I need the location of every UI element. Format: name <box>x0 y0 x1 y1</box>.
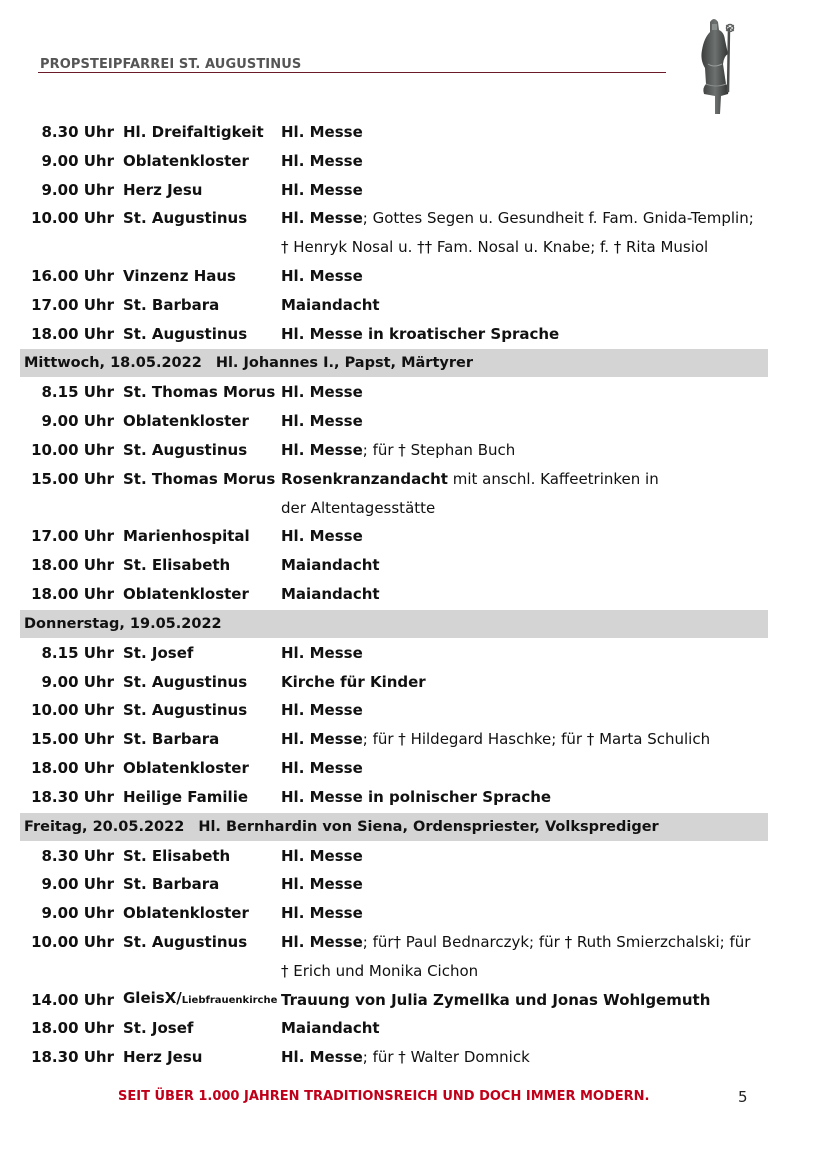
schedule-entry <box>20 407 768 436</box>
mass-schedule <box>20 118 768 1072</box>
entry-event: Hl. Messe <box>281 151 363 170</box>
entry-note: ; für† Paul Bednarczyk; für † Ruth Smierzchalski; für <box>362 932 751 951</box>
entry-description <box>281 842 768 871</box>
entry-place-name: Oblatenkloster <box>123 412 249 431</box>
entry-place-name: St. Augustinus <box>123 701 248 720</box>
entry-note-continuation: der Altentagesstätte <box>281 498 436 517</box>
entry-time: 10.00 Uhr <box>31 932 114 951</box>
schedule-entry <box>20 639 768 668</box>
entry-place <box>123 320 281 349</box>
entry-time: 9.00 Uhr <box>41 672 114 691</box>
entry-place <box>123 696 281 725</box>
entry-event: Hl. Messe <box>281 383 363 402</box>
entry-description <box>281 899 768 928</box>
entry-place-name: St. Thomas Morus <box>123 383 276 402</box>
entry-event: Hl. Messe in polnischer Sprache <box>281 787 552 806</box>
entry-description <box>281 580 768 609</box>
footer-slogan: SEIT ÜBER 1.000 JAHREN TRADITIONSREICH UND DOCH IMMER MODERN. <box>118 1089 650 1104</box>
schedule-entry <box>20 204 768 233</box>
schedule-entry <box>20 291 768 320</box>
entry-event: Hl. Messe <box>281 875 363 894</box>
saint-augustine-statue-icon <box>688 14 748 118</box>
page-number: 5 <box>738 1088 748 1106</box>
entry-event: Hl. Messe <box>281 123 363 141</box>
entry-description <box>281 378 768 407</box>
schedule-entry <box>20 1043 768 1072</box>
schedule-entry-continuation <box>20 494 768 523</box>
entry-place-name: St. Barbara <box>123 875 220 894</box>
entry-place-name: St. Josef <box>123 1019 194 1038</box>
schedule-entry-continuation <box>20 233 768 262</box>
schedule-entry <box>20 176 768 205</box>
entry-time: 17.00 Uhr <box>31 527 114 546</box>
entry-event: Maiandacht <box>281 584 380 603</box>
entry-place-name: Herz Jesu <box>123 1048 203 1067</box>
entry-place <box>123 580 281 609</box>
entry-time: 8.15 Uhr <box>41 383 114 402</box>
entry-event: Hl. Messe <box>281 846 363 865</box>
entry-time: 17.00 Uhr <box>31 295 114 314</box>
day-feast: Hl. Bernhardin von Siena, Ordenspriester, Volksprediger <box>198 818 659 835</box>
entry-time: 18.00 Uhr <box>31 324 114 343</box>
entry-place-name: St. Thomas Morus <box>123 469 276 488</box>
entry-place-name: Oblatenkloster <box>123 758 249 777</box>
entry-time: 10.00 Uhr <box>31 440 114 459</box>
schedule-entry <box>20 696 768 725</box>
entry-event: Hl. Messe <box>281 1048 363 1067</box>
schedule-entry <box>20 147 768 176</box>
header-divider <box>38 72 666 73</box>
entry-description <box>281 783 768 812</box>
entry-description <box>281 436 768 465</box>
day-header <box>20 349 768 377</box>
entry-time: 15.00 Uhr <box>31 730 114 749</box>
entry-event: Maiandacht <box>281 1019 380 1038</box>
entry-event: Hl. Messe <box>281 440 363 459</box>
entry-note: ; für † Stephan Buch <box>362 440 516 459</box>
entry-note-continuation: † Erich und Monika Cichon <box>281 961 479 980</box>
entry-note: mit anschl. Kaffeetrinken in <box>447 469 659 488</box>
entry-description <box>281 754 768 783</box>
entry-place <box>123 1014 281 1043</box>
entry-time: 9.00 Uhr <box>41 151 114 170</box>
entry-place-detail: Liebfrauenkirche <box>181 995 278 1007</box>
entry-place-name: GleisX/ <box>123 989 182 1008</box>
entry-event: Hl. Messe <box>281 412 363 431</box>
entry-time: 14.00 Uhr <box>31 990 114 1009</box>
entry-event: Maiandacht <box>281 295 380 314</box>
entry-place-name: St. Augustinus <box>123 209 248 228</box>
entry-description <box>281 147 768 176</box>
entry-description <box>281 522 768 551</box>
entry-event: Trauung von Julia Zymellka und Jonas Wohlgemuth <box>281 990 711 1009</box>
entry-place <box>123 754 281 783</box>
schedule-entry <box>20 668 768 697</box>
entry-event: Hl. Messe <box>281 758 363 777</box>
entry-place <box>123 551 281 580</box>
entry-place-name: Oblatenkloster <box>123 584 249 603</box>
entry-place-name: St. Barbara <box>123 730 220 749</box>
entry-place-name: Vinzenz Haus <box>123 266 236 285</box>
entry-event: Kirche für Kinder <box>281 672 426 691</box>
entry-note: ; für † Hildegard Haschke; für † Marta Schulich <box>362 730 711 749</box>
entry-event: Rosenkranzandacht <box>281 469 448 488</box>
entry-place <box>123 984 281 1016</box>
entry-time: 9.00 Uhr <box>41 412 114 431</box>
schedule-entry <box>20 1014 768 1043</box>
entry-place <box>123 436 281 465</box>
entry-event: Hl. Messe <box>281 266 363 285</box>
entry-event: Hl. Messe <box>281 701 363 720</box>
entry-place <box>123 407 281 436</box>
schedule-entry <box>20 262 768 291</box>
entry-description <box>281 176 768 205</box>
entry-place-name: St. Barbara <box>123 295 220 314</box>
entry-note: ; für † Walter Domnick <box>362 1048 530 1067</box>
entry-description <box>281 465 768 494</box>
entry-place <box>123 147 281 176</box>
schedule-entry-continuation <box>20 957 768 986</box>
entry-description <box>281 320 768 349</box>
entry-description <box>281 639 768 668</box>
schedule-entry <box>20 725 768 754</box>
entry-description <box>281 551 768 580</box>
schedule-entry <box>20 870 768 899</box>
entry-place-name: St. Augustinus <box>123 672 248 691</box>
entry-time: 9.00 Uhr <box>41 180 114 199</box>
schedule-entry <box>20 522 768 551</box>
entry-description <box>281 870 768 899</box>
entry-event: Maiandacht <box>281 556 380 575</box>
entry-place <box>123 928 281 957</box>
schedule-entry <box>20 378 768 407</box>
entry-place <box>123 842 281 871</box>
entry-time: 18.00 Uhr <box>31 584 114 603</box>
day-date: Freitag, 20.05.2022 <box>24 818 185 835</box>
entry-place <box>123 1043 281 1072</box>
entry-place <box>123 725 281 754</box>
entry-place <box>123 204 281 233</box>
schedule-entry <box>20 754 768 783</box>
entry-description <box>281 725 768 754</box>
entry-place <box>123 668 281 697</box>
entry-time: 8.30 Uhr <box>41 123 114 141</box>
entry-note-continuation: † Henryk Nosal u. †† Fam. Nosal u. Knabe; f. † Rita Musiol <box>281 238 709 257</box>
entry-place-name: St. Augustinus <box>123 440 248 459</box>
entry-event: Hl. Messe <box>281 730 363 749</box>
day-header <box>20 813 768 841</box>
day-date: Mittwoch, 18.05.2022 <box>24 355 202 372</box>
entry-event: Hl. Messe in kroatischer Sprache <box>281 324 560 343</box>
entry-description <box>281 262 768 291</box>
schedule-entry <box>20 842 768 871</box>
entry-place <box>123 522 281 551</box>
schedule-entry <box>20 436 768 465</box>
entry-description <box>281 407 768 436</box>
entry-description <box>281 118 768 147</box>
entry-description <box>281 986 768 1015</box>
entry-time: 10.00 Uhr <box>31 209 114 228</box>
entry-place-name: Oblatenkloster <box>123 151 249 170</box>
entry-place-name: St. Augustinus <box>123 324 248 343</box>
entry-time: 16.00 Uhr <box>31 266 114 285</box>
entry-place <box>123 870 281 899</box>
schedule-entry <box>20 986 768 1015</box>
entry-place-name: Oblatenkloster <box>123 904 249 923</box>
entry-time: 18.00 Uhr <box>31 758 114 777</box>
entry-event: Hl. Messe <box>281 209 363 228</box>
entry-place-name: Hl. Dreifaltigkeit <box>123 123 264 141</box>
entry-place-name: Heilige Familie <box>123 787 249 806</box>
schedule-entry <box>20 899 768 928</box>
entry-place <box>123 465 281 494</box>
entry-event: Hl. Messe <box>281 932 363 951</box>
entry-place <box>123 262 281 291</box>
entry-description <box>281 1043 768 1072</box>
entry-event: Hl. Messe <box>281 904 363 923</box>
entry-description <box>281 204 768 233</box>
entry-description <box>281 668 768 697</box>
entry-place <box>123 176 281 205</box>
entry-place-name: St. Elisabeth <box>123 846 231 865</box>
entry-place-name: St. Elisabeth <box>123 556 231 575</box>
entry-place <box>123 899 281 928</box>
entry-place <box>123 378 281 407</box>
schedule-entry <box>20 580 768 609</box>
entry-time: 9.00 Uhr <box>41 904 114 923</box>
entry-place <box>123 639 281 668</box>
entry-description <box>281 291 768 320</box>
entry-time: 8.30 Uhr <box>41 846 114 865</box>
schedule-entry <box>20 465 768 494</box>
entry-event: Hl. Messe <box>281 527 363 546</box>
parish-header-title: PROPSTEIPFARREI ST. AUGUSTINUS <box>40 57 302 72</box>
entry-time: 8.15 Uhr <box>41 643 114 662</box>
schedule-entry <box>20 928 768 957</box>
entry-description <box>281 1014 768 1043</box>
entry-place-name: Marienhospital <box>123 527 250 546</box>
entry-place-name: Herz Jesu <box>123 180 203 199</box>
entry-place <box>123 783 281 812</box>
entry-time: 15.00 Uhr <box>31 469 114 488</box>
schedule-entry <box>20 118 768 147</box>
entry-place <box>123 291 281 320</box>
entry-place-name: St. Josef <box>123 643 194 662</box>
schedule-entry <box>20 551 768 580</box>
schedule-entry <box>20 320 768 349</box>
schedule-entry <box>20 783 768 812</box>
entry-note: ; Gottes Segen u. Gesundheit f. Fam. Gnida-Templin; <box>362 209 754 228</box>
entry-time: 18.00 Uhr <box>31 1019 114 1038</box>
entry-place <box>123 118 281 147</box>
entry-description <box>281 696 768 725</box>
entry-time: 18.00 Uhr <box>31 556 114 575</box>
entry-time: 9.00 Uhr <box>41 875 114 894</box>
day-header <box>20 610 768 638</box>
entry-place-name: St. Augustinus <box>123 932 248 951</box>
day-feast: Hl. Johannes I., Papst, Märtyrer <box>215 355 473 372</box>
entry-description <box>281 928 768 957</box>
entry-time: 10.00 Uhr <box>31 701 114 720</box>
entry-time: 18.30 Uhr <box>31 1048 114 1067</box>
entry-time: 18.30 Uhr <box>31 787 114 806</box>
entry-event: Hl. Messe <box>281 180 363 199</box>
day-date: Donnerstag, 19.05.2022 <box>24 615 222 632</box>
entry-event: Hl. Messe <box>281 643 363 662</box>
